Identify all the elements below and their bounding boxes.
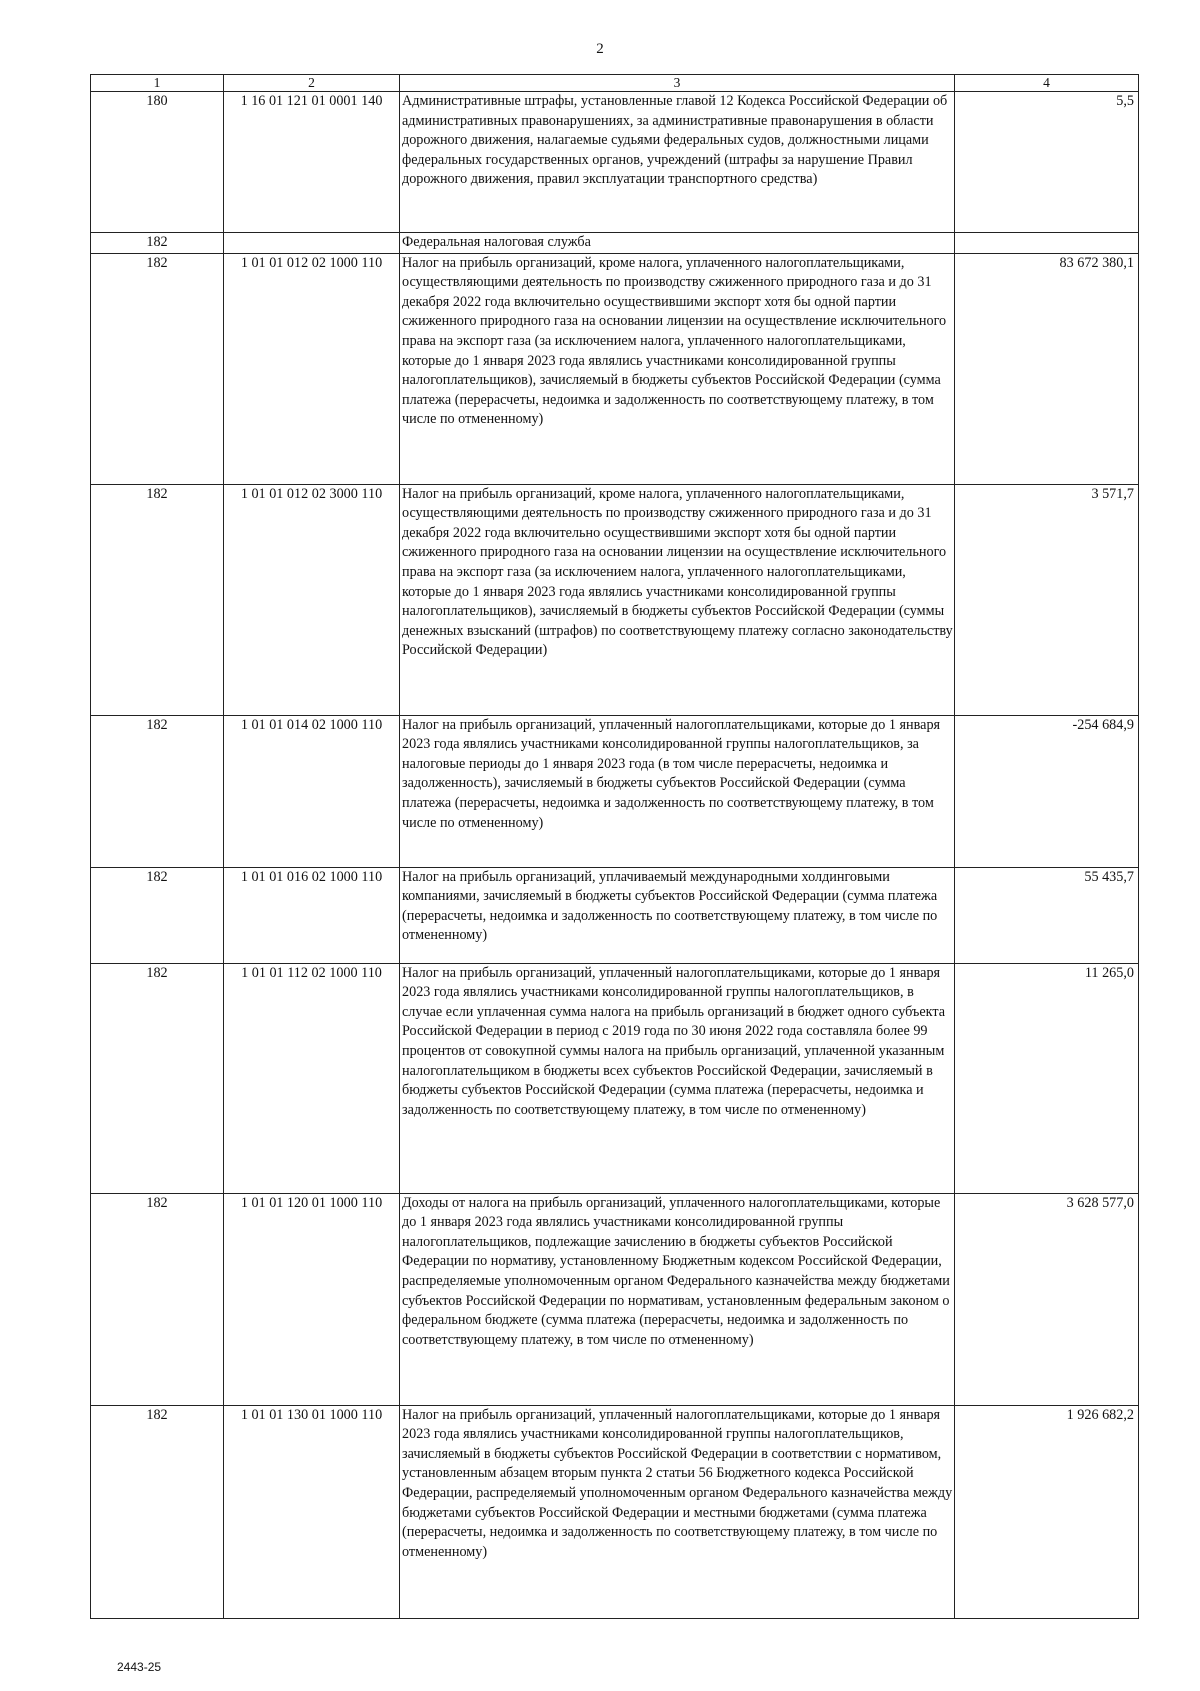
amount-cell: 55 435,7 <box>955 867 1139 963</box>
kbk-code-cell: 1 01 01 112 02 1000 110 <box>224 963 400 1193</box>
amount-cell: 11 265,0 <box>955 963 1139 1193</box>
kbk-code-cell: 1 01 01 012 02 3000 110 <box>224 484 400 715</box>
header-col-3: 3 <box>400 75 955 92</box>
admin-code-cell: 182 <box>91 963 224 1193</box>
table-row <box>91 867 1139 963</box>
table-row <box>91 92 1139 233</box>
description-cell: Налог на прибыль организаций, кроме налога, уплаченного налогоплательщиками, осуществляющими деятельность по производству сжиженного природного газа и до 31 декабря 2022 года включительно осуществившими экспорт хотя бы одной партии сжиженного природного газа на основании лицензии на осуществление исключительного права на экспорт газа (за исключением налога, уплаченного налогоплательщиками, которые до 1 января 2023 года являлись участниками консолидированной группы налогоплательщиков), зачисляемый в бюджеты субъектов Российской Федерации (сумма платежа (перерасчеты, недоимка и задолженность по соответствующему платежу, в том числе по отмененному) <box>400 253 955 484</box>
table-row <box>91 1193 1139 1405</box>
admin-code-cell: 182 <box>91 867 224 963</box>
amount-cell: 3 628 577,0 <box>955 1193 1139 1405</box>
revenue-table <box>90 74 1139 1619</box>
kbk-code-cell <box>224 233 400 254</box>
amount-cell: 1 926 682,2 <box>955 1405 1139 1618</box>
description-cell: Налог на прибыль организаций, уплаченный налогоплательщиками, которые до 1 января 2023 года являлись участниками консолидированной группы налогоплательщиков, за налоговые периоды до 1 января 2023 года (в том числе перерасчеты, недоимка и задолженность), зачисляемый в бюджеты субъектов Российской Федерации (сумма платежа (перерасчеты, недоимка и задолженность по соответствующему платежу, в том числе по отмененному) <box>400 715 955 867</box>
table-row <box>91 233 1139 254</box>
table-body <box>91 92 1139 1619</box>
amount-cell <box>955 233 1139 254</box>
description-cell: Налог на прибыль организаций, уплаченный налогоплательщиками, которые до 1 января 2023 года являлись участниками консолидированной группы налогоплательщиков, зачисляемый в бюджеты субъектов Российской Федерации в соответствии с нормативом, установленным абзацем вторым пункта 2 статьи 56 Бюджетного кодекса Российской Федерации, распределяемый уполномоченным органом Федерального казначейства между бюджетами субъектов Российской Федерации и местными бюджетами (сумма платежа (перерасчеты, недоимка и задолженность по соответствующему платежу, в том числе по отмененному) <box>400 1405 955 1618</box>
admin-code-cell: 182 <box>91 253 224 484</box>
admin-code-cell: 182 <box>91 1405 224 1618</box>
admin-code-cell: 182 <box>91 233 224 254</box>
kbk-code-cell: 1 01 01 130 01 1000 110 <box>224 1405 400 1618</box>
admin-code-cell: 180 <box>91 92 224 233</box>
admin-code-cell: 182 <box>91 715 224 867</box>
kbk-code-cell: 1 01 01 014 02 1000 110 <box>224 715 400 867</box>
description-cell: Налог на прибыль организаций, уплаченный налогоплательщиками, которые до 1 января 2023 года являлись участниками консолидированной группы налогоплательщиков, в случае если уплаченная сумма налога на прибыль организаций в бюджет одного субъекта Российской Федерации в период с 2019 года по 30 июня 2022 года составляла более 99 процентов от совокупной суммы налога на прибыль организаций, уплаченной указанным налогоплательщиком в бюджеты всех субъектов Российской Федерации, зачисляемый в бюджеты субъектов Российской Федерации (сумма платежа (перерасчеты, недоимка и задолженность по соответствующему платежу, в том числе по отмененному) <box>400 963 955 1193</box>
amount-cell: 3 571,7 <box>955 484 1139 715</box>
kbk-code-cell: 1 01 01 012 02 1000 110 <box>224 253 400 484</box>
description-cell: Налог на прибыль организаций, кроме налога, уплаченного налогоплательщиками, осуществляющими деятельность по производству сжиженного природного газа и до 31 декабря 2022 года включительно осуществившими экспорт хотя бы одной партии сжиженного природного газа на основании лицензии на осуществление исключительного права на экспорт газа (за исключением налога, уплаченного налогоплательщиками, которые до 1 января 2023 года являлись участниками консолидированной группы налогоплательщиков), зачисляемый в бюджеты субъектов Российской Федерации (суммы денежных взысканий (штрафов) по соответствующему платежу согласно законодательству Российской Федерации) <box>400 484 955 715</box>
admin-code-cell: 182 <box>91 484 224 715</box>
kbk-code-cell: 1 16 01 121 01 0001 140 <box>224 92 400 233</box>
amount-cell: 83 672 380,1 <box>955 253 1139 484</box>
table-row <box>91 1405 1139 1618</box>
table-header <box>91 75 1139 92</box>
description-cell: Федеральная налоговая служба <box>400 233 955 254</box>
table-row <box>91 253 1139 484</box>
amount-cell: 5,5 <box>955 92 1139 233</box>
page-number: 2 <box>596 41 604 57</box>
kbk-code-cell: 1 01 01 120 01 1000 110 <box>224 1193 400 1405</box>
table-row <box>91 484 1139 715</box>
admin-code-cell: 182 <box>91 1193 224 1405</box>
header-col-4: 4 <box>955 75 1139 92</box>
table-row <box>91 963 1139 1193</box>
header-col-1: 1 <box>91 75 224 92</box>
header-col-2: 2 <box>224 75 400 92</box>
kbk-code-cell: 1 01 01 016 02 1000 110 <box>224 867 400 963</box>
header-row <box>91 75 1139 92</box>
document-code: 2443-25 <box>117 1660 162 1674</box>
description-cell: Административные штрафы, установленные главой 12 Кодекса Российской Федерации об административных правонарушениях, за административные правонарушения в области дорожного движения, налагаемые судьями федеральных судов, должностными лицами федеральных государственных органов, учреждений (штрафы за нарушение Правил дорожного движения, правил эксплуатации транспортного средства) <box>400 92 955 233</box>
description-cell: Доходы от налога на прибыль организаций, уплаченного налогоплательщиками, которые до 1 января 2023 года являлись участниками консолидированной группы налогоплательщиков, подлежащие зачислению в бюджеты субъектов Российской Федерации по нормативу, установленному Бюджетным кодексом Российской Федерации, распределяемые уполномоченным органом Федерального казначейства между бюджетами субъектов Российской Федерации по нормативам, установленным федеральным законом о федеральном бюджете (сумма платежа (перерасчеты, недоимка и задолженность по соответствующему платежу, в том числе по отмененному) <box>400 1193 955 1405</box>
table-row <box>91 715 1139 867</box>
amount-cell: -254 684,9 <box>955 715 1139 867</box>
description-cell: Налог на прибыль организаций, уплачиваемый международными холдинговыми компаниями, зачисляемый в бюджеты субъектов Российской Федерации (сумма платежа (перерасчеты, недоимка и задолженность по соответствующему платежу, в том числе по отмененному) <box>400 867 955 963</box>
